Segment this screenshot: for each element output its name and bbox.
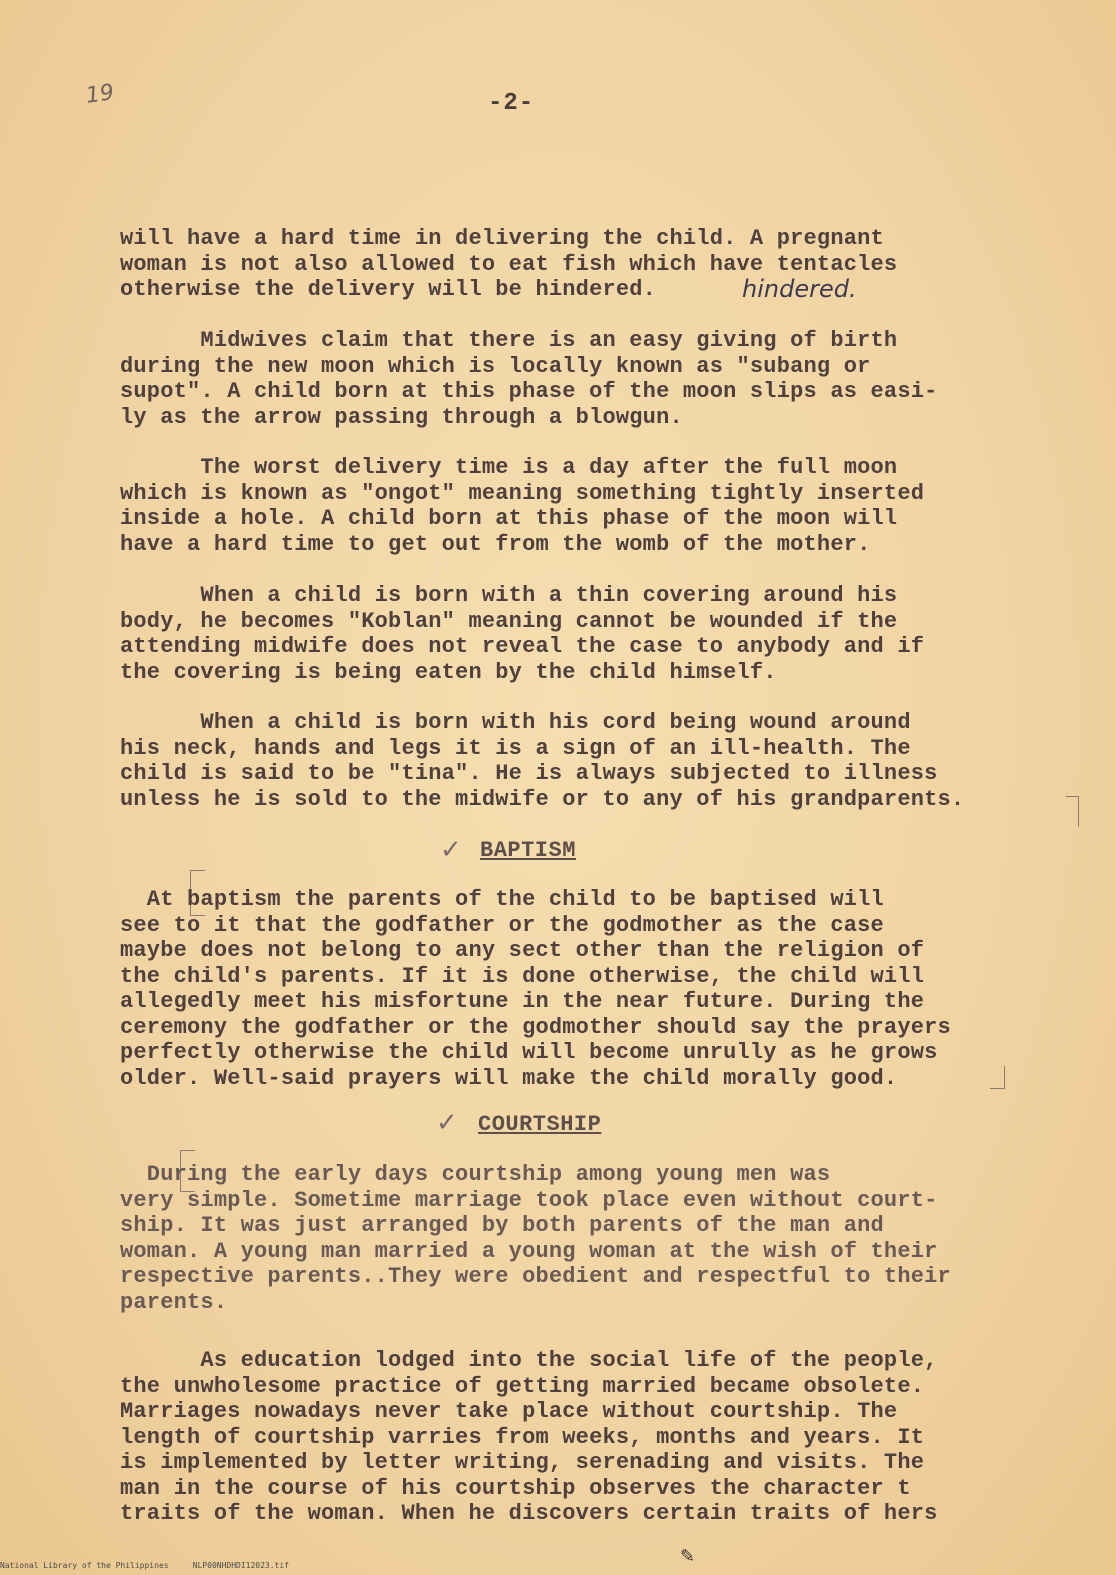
paragraph-3: The worst delivery time is a day after the full moon which is known as "ongot" meaning something tightly inserted inside a hole. A child born at this phase of the moon will have a hard time to get out from the womb of the mother. bbox=[120, 455, 925, 557]
footer-filename: NLP00NHDHDI12023.tif bbox=[192, 1561, 289, 1570]
checkmark-icon: ✓ bbox=[440, 835, 462, 865]
checkmark-icon: ✓ bbox=[436, 1108, 458, 1138]
heading-baptism: BAPTISM bbox=[480, 838, 576, 863]
paragraph-courtship-2: As education lodged into the social life of the people, the unwholesome practice of getting married became obsolete. Marriages nowadays never take place without courtship. The length of courtship varries from weeks, months and years. It is implemented by letter writing, serenading and visits. The man in the course of his courtship observes the character t traits of the woman. When he discovers certain traits of hers bbox=[120, 1348, 938, 1526]
handwritten-correction: hindered. bbox=[742, 275, 857, 303]
paragraph-5: When a child is born with his cord being wound around his neck, hands and legs it is a sign of an ill-health. The child is said to be "tina". He is always subjected to illness unless he is sold to the midwife or to any of his grandparents. bbox=[120, 710, 965, 812]
paragraph-1: will have a hard time in delivering the child. A pregnant woman is not also allowed to eat fish which have tentacles otherwise the delivery will be hindered. bbox=[120, 226, 898, 302]
page-number: -2- bbox=[488, 90, 535, 117]
footer-library: National Library of the Philippines bbox=[0, 1561, 169, 1570]
scan-footer bbox=[0, 1561, 289, 1570]
paragraph-courtship-1: During the early days courtship among young men was very simple. Sometime marriage took place even without court- ship. It was just arranged by both parents of the man and woman. A young man married a young woman at the wish of their respective parents..They were obedient and respectful to their parents. bbox=[120, 1162, 951, 1315]
margin-bracket-right-1 bbox=[1066, 796, 1079, 827]
paragraph-2: Midwives claim that there is an easy giving of birth during the new moon which is locally known as "subang or supot". A child born at this phase of the moon slips as easi- ly as the arrow passing through a blowgun. bbox=[120, 328, 938, 430]
paragraph-4: When a child is born with a thin covering around his body, he becomes "Koblan" meaning cannot be wounded if the attending midwife does not reveal the case to anybody and if the covering is being eaten by the child himself. bbox=[120, 583, 925, 685]
margin-bracket-right-2 bbox=[990, 1066, 1005, 1089]
ink-mark: ✎ bbox=[680, 1546, 696, 1567]
heading-courtship: COURTSHIP bbox=[478, 1112, 602, 1137]
paragraph-baptism: At baptism the parents of the child to be baptised will see to it that the godfather or the godmother as the case maybe does not belong to any sect other than the religion of the child's parents. If it is done otherwise, the child will allegedly meet his misfortune in the near future. During the ceremony the godfather or the godmother should say the prayers perfectly otherwise the child will become unrully as he grows older. Well-said prayers will make the child morally good. bbox=[120, 887, 951, 1091]
folio-number: 19 bbox=[84, 80, 116, 109]
